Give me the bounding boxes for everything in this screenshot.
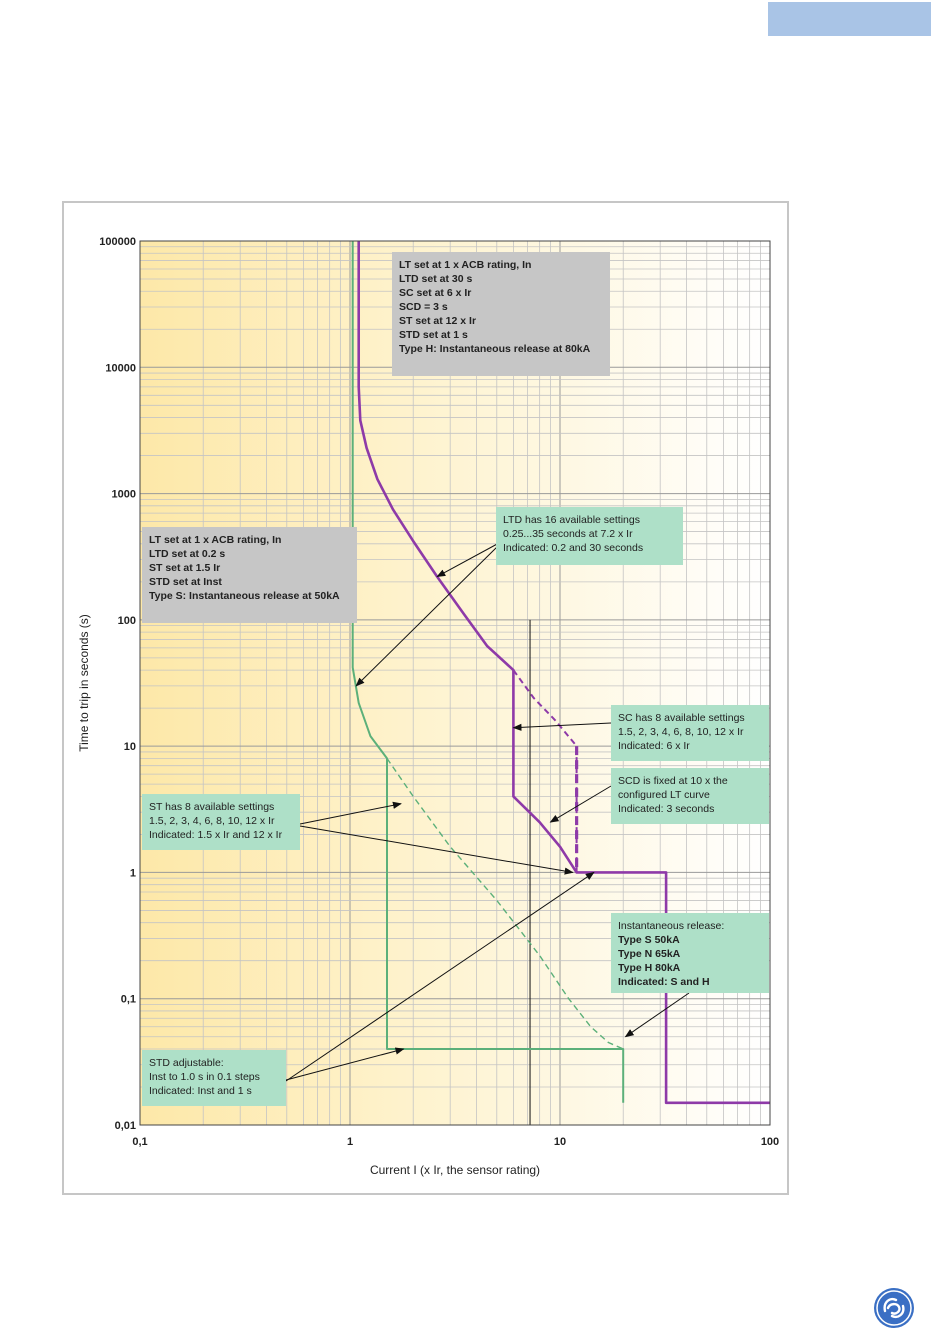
x-tick-label: 1 bbox=[346, 1136, 354, 1148]
annotation-line: Type H 80kA bbox=[618, 962, 681, 974]
y-tick-label: 1000 bbox=[111, 488, 136, 501]
y-tick-label: 10 bbox=[123, 741, 136, 754]
x-axis-ticks bbox=[132, 1136, 779, 1148]
annotation-std-adjustable bbox=[142, 1050, 286, 1106]
annotation-line: configured LT curve bbox=[618, 789, 710, 801]
chart-frame bbox=[62, 201, 789, 1195]
annotation-type-h-settings bbox=[392, 252, 610, 376]
header-color-bar bbox=[768, 2, 931, 36]
x-axis-title: Current I (x Ir, the sensor rating) bbox=[369, 1163, 541, 1177]
annotation-line: Type S 50kA bbox=[618, 934, 680, 946]
annotation-line: SCD = 3 s bbox=[399, 301, 448, 313]
annotation-sc-settings bbox=[611, 705, 769, 761]
annotation-line: ST set at 12 x Ir bbox=[399, 315, 477, 327]
annotation-line: Indicated: 1.5 x Ir and 12 x Ir bbox=[149, 829, 283, 841]
annotation-line: SCD is fixed at 10 x the bbox=[618, 775, 728, 787]
annotation-ltd-settings bbox=[496, 507, 683, 565]
annotation-line: SC has 8 available settings bbox=[618, 712, 745, 724]
y-tick-label: 0,1 bbox=[120, 993, 136, 1006]
x-tick-label: 100 bbox=[760, 1136, 780, 1148]
ge-monogram-icon bbox=[872, 1286, 916, 1330]
y-tick-label: 1 bbox=[129, 867, 136, 880]
annotation-line: Indicated: 3 seconds bbox=[618, 803, 715, 815]
y-tick-label: 100000 bbox=[99, 236, 136, 248]
annotation-line: Indicated: S and H bbox=[618, 976, 710, 988]
annotation-line: STD set at Inst bbox=[149, 576, 222, 588]
annotation-line: STD adjustable: bbox=[149, 1057, 224, 1069]
y-axis-title: Time to trip in seconds (s) bbox=[77, 614, 91, 752]
annotation-line: Inst to 1.0 s in 0.1 steps bbox=[149, 1071, 260, 1083]
y-tick-label: 0,01 bbox=[114, 1120, 136, 1132]
annotation-line: LTD has 16 available settings bbox=[503, 514, 640, 526]
annotation-type-s-settings bbox=[142, 527, 357, 623]
x-tick-label: 10 bbox=[553, 1136, 567, 1148]
annotation-instantaneous-release bbox=[611, 913, 769, 993]
annotation-line: Indicated: 6 x Ir bbox=[618, 740, 690, 752]
x-tick-label: 0,1 bbox=[132, 1136, 148, 1148]
annotation-line: STD set at 1 s bbox=[399, 329, 468, 341]
annotation-line: ST has 8 available settings bbox=[149, 801, 275, 813]
annotation-st-settings bbox=[142, 794, 300, 850]
annotation-line: LT set at 1 x ACB rating, In bbox=[149, 534, 282, 546]
annotation-line: ST set at 1.5 Ir bbox=[149, 562, 221, 574]
annotation-line: Instantaneous release: bbox=[618, 920, 725, 932]
annotation-line: Indicated: 0.2 and 30 seconds bbox=[503, 542, 644, 554]
annotation-line: LTD set at 0.2 s bbox=[149, 548, 226, 560]
annotation-line: Type H: Instantaneous release at 80kA bbox=[399, 343, 591, 355]
annotation-line: 0.25...35 seconds at 7.2 x Ir bbox=[503, 528, 633, 540]
annotation-line: Type N 65kA bbox=[618, 948, 681, 960]
annotation-line: 1.5, 2, 3, 4, 6, 8, 10, 12 x Ir bbox=[149, 815, 275, 827]
annotation-line: 1.5, 2, 3, 4, 6, 8, 10, 12 x Ir bbox=[618, 726, 744, 738]
y-tick-label: 100 bbox=[117, 614, 136, 627]
annotation-line: LT set at 1 x ACB rating, In bbox=[399, 259, 532, 271]
annotation-line: LTD set at 30 s bbox=[399, 273, 473, 285]
y-axis-ticks bbox=[99, 236, 136, 1132]
annotation-scd-fixed bbox=[611, 768, 769, 824]
annotation-line: Indicated: Inst and 1 s bbox=[149, 1085, 252, 1097]
annotation-line: SC set at 6 x Ir bbox=[399, 287, 472, 299]
y-tick-label: 10000 bbox=[105, 362, 136, 375]
annotation-line: Type S: Instantaneous release at 50kA bbox=[149, 590, 340, 602]
